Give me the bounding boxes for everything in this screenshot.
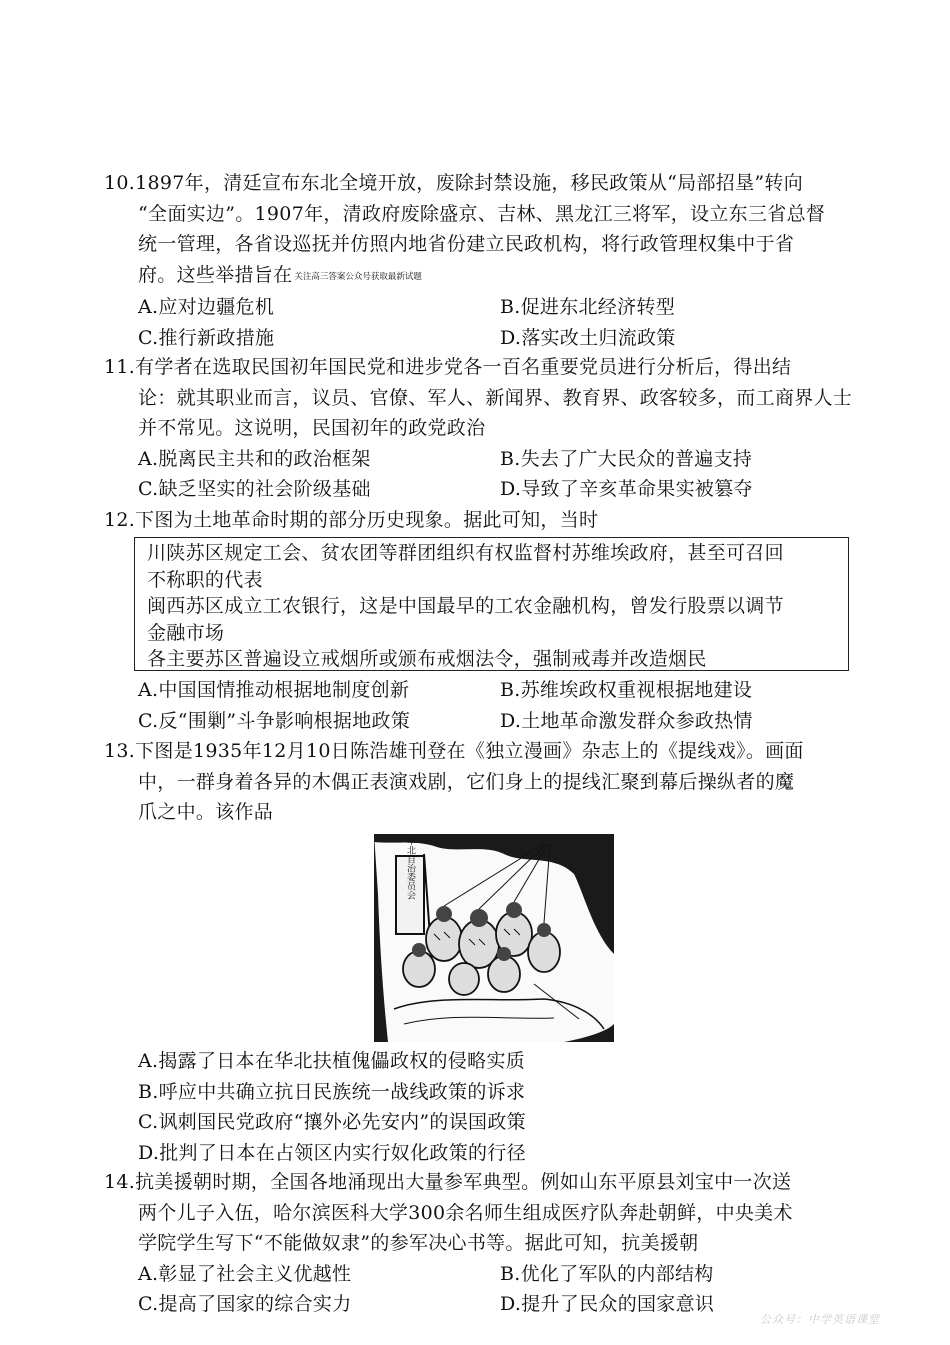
question-13 (104, 736, 894, 828)
question-13-stem-line3: 爪之中。该作品 (138, 801, 274, 823)
material-line: 川陕苏区规定工会、贫农团等群团组织有权监督村苏维埃政府，甚至可召回 (147, 542, 784, 564)
question-11-stem-line2: 论：就其职业而言，议员、官僚、军人、新闻界、教育界、政客较多，而工商界人士 (138, 386, 853, 409)
question-12 (104, 505, 894, 536)
question-14-stem-line3: 学院学生写下“不能做奴隶”的参军决心书等。据此可知，抗美援朝 (138, 1232, 699, 1254)
option-row (104, 1077, 894, 1108)
material-box (134, 537, 849, 671)
cartoon-label: 山 (584, 986, 594, 997)
option-b[interactable]: B.优化了军队的内部结构 (500, 1262, 714, 1285)
watermark: 公众号：中学英语课堂 (760, 1313, 880, 1326)
question-13-options (104, 1046, 894, 1168)
question-11-stem-line3: 并不常见。这说明，民国初年的政党政治 (138, 417, 486, 439)
option-c[interactable]: C.讽刺国民党政府“攘外必先安内”的误国政策 (138, 1111, 526, 1133)
option-row (104, 292, 894, 323)
promo-note: 关注高三答案公众号获取最新试题 (294, 271, 422, 282)
question-10-stem-line3: 统一管理，各省设巡抚并仿照内地省份建立民政机构，将行政管理权集中于省 (138, 233, 795, 255)
option-a[interactable]: A.应对边疆危机 (138, 296, 275, 318)
option-d[interactable]: D.导致了辛亥革命果实被篡夺 (500, 478, 753, 500)
puppet-show-cartoon (374, 834, 614, 1042)
question-12-options (104, 675, 894, 736)
option-c[interactable]: C.反“围剿”斗争影响根据地政策 (138, 709, 411, 732)
question-10 (104, 168, 894, 353)
material-line: 各主要苏区普遍设立戒烟所或颁布戒烟法令，强制戒毒并改造烟民 (147, 648, 707, 670)
option-a[interactable]: A.中国国情推动根据地制度创新 (138, 679, 410, 701)
question-10-stem-line4-wrap (104, 260, 894, 293)
banner-text: 华北自治委员会 (405, 836, 415, 900)
question-10-stem-line1: 10.1897年，清廷宣布东北全境开放，废除封禁设施，移民政策从“局部招垦”转向 (104, 172, 803, 194)
question-13-stem-line2: 中，一群身着各异的木偶正表演戏剧，它们身上的提线汇聚到幕后操纵者的魔 (138, 770, 795, 793)
question-11-stem-line1: 11.有学者在选取民国初年国民党和进步党各一百名重要党员进行分析后，得出结 (104, 356, 792, 378)
option-row (104, 1259, 894, 1290)
material-line: 不称职的代表 (147, 568, 263, 591)
option-row (104, 1046, 894, 1077)
question-10-stem-line2: “全面实边”。1907年，清政府废除盛京、吉林、黑龙江三将军，设立东三省总督 (138, 202, 826, 225)
option-b[interactable]: B.失去了广大民众的普遍支持 (500, 447, 753, 470)
option-row (104, 474, 894, 505)
option-c[interactable]: C.推行新政措施 (138, 326, 275, 349)
option-c[interactable]: C.提高了国家的综合实力 (138, 1293, 352, 1315)
question-14 (104, 1167, 894, 1320)
option-row (104, 1107, 894, 1138)
option-row (104, 444, 894, 475)
material-line: 闽西苏区成立工农银行，这是中国最早的工农金融机构，曾发行股票以调节 (147, 595, 784, 617)
option-d[interactable]: D.提升了民众的国家意识 (500, 1293, 715, 1315)
option-row (104, 323, 894, 354)
option-a[interactable]: A.脱离民主共和的政治框架 (138, 447, 371, 470)
question-13-stem-line1: 13.下图是1935年12月10日陈浩雄刊登在《独立漫画》杂志上的《提线戏》。画面 (104, 740, 804, 762)
option-d[interactable]: D.土地革命激发群众参政热情 (500, 709, 753, 732)
option-row (104, 706, 894, 737)
option-d[interactable]: D.批判了日本在占领区内实行奴化政策的行径 (138, 1141, 526, 1164)
material-line: 金融市场 (147, 621, 225, 644)
option-b[interactable]: B.促进东北经济转型 (500, 296, 676, 318)
question-12-stem-line1: 12.下图为土地革命时期的部分历史现象。据此可知，当时 (104, 509, 599, 531)
question-11 (104, 352, 894, 505)
option-row (104, 1138, 894, 1169)
option-d[interactable]: D.落实改土归流政策 (500, 326, 676, 349)
question-14-stem-line1: 14.抗美援朝时期，全国各地涌现出大量参军典型。例如山东平原县刘宝中一次送 (104, 1171, 792, 1193)
option-a[interactable]: A.揭露了日本在华北扶植傀儡政权的侵略实质 (138, 1050, 526, 1072)
option-row (104, 675, 894, 706)
question-14-stem-line2: 两个儿子入伍，哈尔滨医科大学300余名师生组成医疗队奔赴朝鲜，中央美术 (138, 1201, 793, 1224)
option-c[interactable]: C.缺乏坚实的社会阶级基础 (138, 478, 371, 500)
option-b[interactable]: B.苏维埃政权重视根据地建设 (500, 679, 753, 701)
option-a[interactable]: A.彰显了社会主义优越性 (138, 1262, 352, 1285)
question-10-stem-line4: 府。这些举措旨在 (138, 263, 293, 286)
option-b[interactable]: B.呼应中共确立抗日民族统一战线政策的诉求 (138, 1080, 526, 1103)
